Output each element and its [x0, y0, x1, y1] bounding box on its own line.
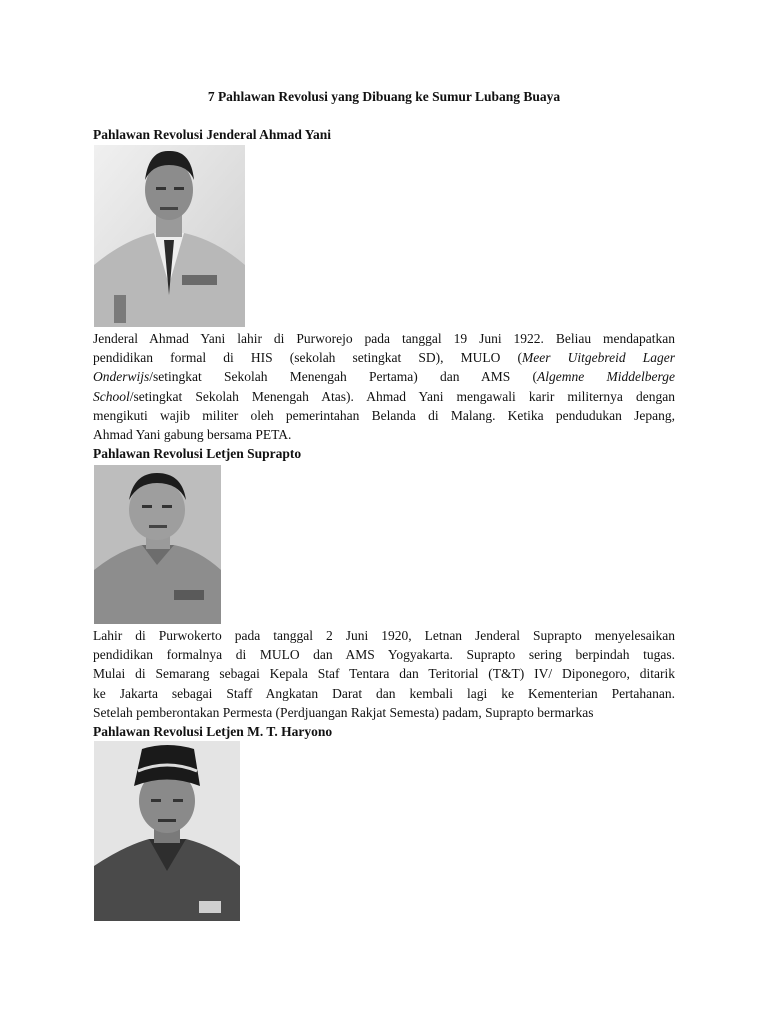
paragraph-line: Lahir di Purwokerto pada tanggal 2 Juni 1920, Letnan Jenderal Suprapto menyelesaikan [93, 628, 675, 643]
paragraph-line: Setelah pemberontakan Permesta (Perdjuangan Rakjat Semesta) padam, Suprapto bermarkas [93, 704, 594, 720]
paragraph-line: mengikuti wajib militer oleh pemerintahan Belanda di Malang. Ketika pendudukan Jepang, [93, 407, 675, 423]
section-heading-haryono: Pahlawan Revolusi Letjen M. T. Haryono [93, 724, 333, 739]
portrait-photo-haryono [94, 741, 240, 921]
section-heading-ahmad-yani: Pahlawan Revolusi Jenderal Ahmad Yani [93, 127, 332, 142]
paragraph-line: Onderwijs/setingkat Sekolah Menengah Pertama) dan AMS (Algemne Middelberge [93, 369, 675, 385]
document-title: 7 Pahlawan Revolusi yang Dibuang ke Sumur Lubang Buaya [207, 89, 561, 104]
paragraph-line: Ahmad Yani gabung bersama PETA. [93, 427, 292, 443]
paragraph-line: School/setingkat Sekolah Menengah Atas). Ahmad Yani mengawali karir militernya dengan [93, 388, 675, 404]
paragraph-suprapto [93, 626, 675, 722]
portrait-photo-ahmad-yani [94, 145, 245, 327]
paragraph-line: Jenderal Ahmad Yani lahir di Purworejo pada tanggal 19 Juni 1922. Beliau mendapatkan [93, 331, 675, 346]
paragraph-line: pendidikan formalnya di MULO dan AMS Yogyakarta. Suprapto sering berpindah tugas. [93, 647, 675, 663]
portrait-photo-suprapto [94, 465, 221, 624]
paragraph-line: Mulai di Semarang sebagai Kepala Staf Tentara dan Teritorial (T&T) IV/ Diponegoro, ditarik [93, 666, 675, 682]
section-heading-suprapto: Pahlawan Revolusi Letjen Suprapto [93, 446, 302, 461]
paragraph-line: pendidikan formal di HIS (sekolah setingkat SD), MULO (Meer Uitgebreid Lager [93, 350, 675, 366]
paragraph-line: ke Jakarta sebagai Staff Angkatan Darat dan kembali lagi ke Kementerian Pertahanan. [93, 685, 675, 701]
paragraph-ahmad-yani [93, 329, 675, 444]
